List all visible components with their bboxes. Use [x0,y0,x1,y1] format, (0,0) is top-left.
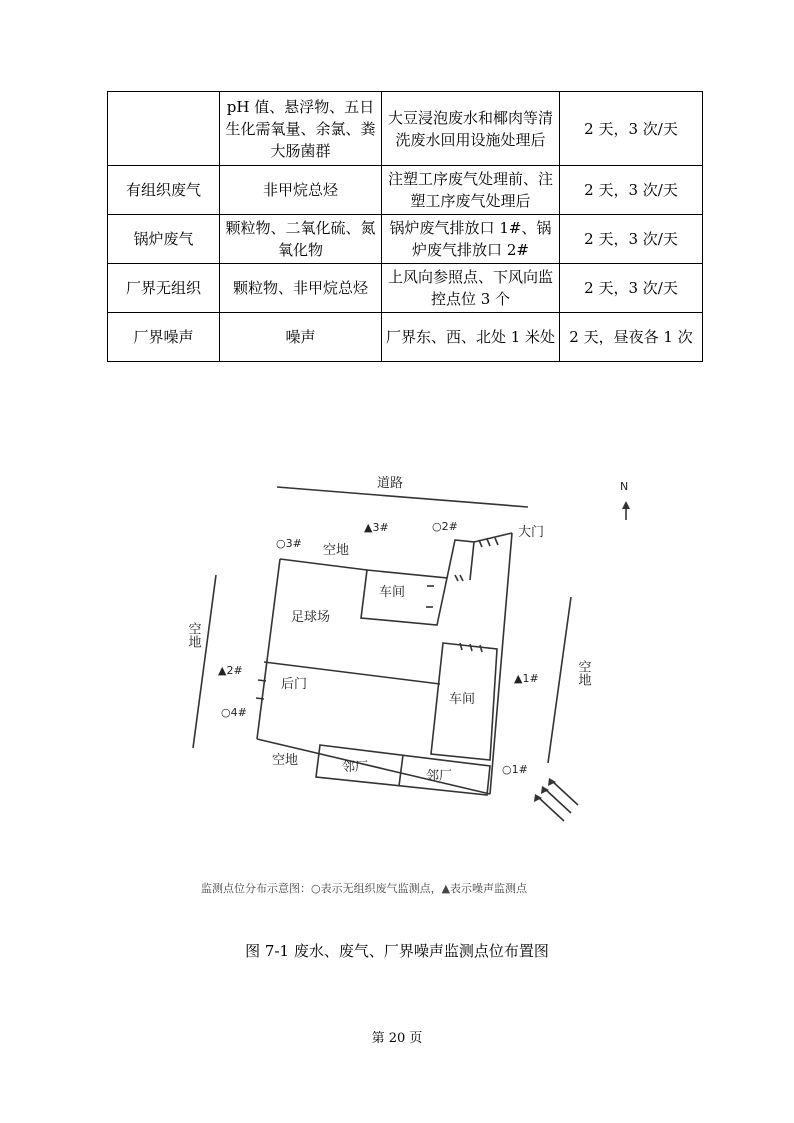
site-top-edge [280,559,367,570]
cell-frequency: 2 天，昼夜各 1 次 [560,313,703,362]
noise-point-3: ▲3# [364,521,389,534]
open-space-right-label: 空地 [575,660,591,686]
neighbor-divider [399,755,403,786]
cell-location: 注塑工序废气处理前、注塑工序废气处理后 [382,166,560,215]
site-right-edge [490,533,512,794]
wind-arrow-icon [538,797,564,821]
noise-point-1: ▲1# [514,672,539,685]
site-left-edge [257,559,280,739]
cell-type: 有组织废气 [108,166,220,215]
cell-items: 噪声 [220,313,382,362]
road-label: 道路 [377,476,404,491]
football-field-label: 足球场 [291,610,331,625]
cell-type: 厂界无组织 [108,264,220,313]
wind-arrow-icon [552,781,578,805]
cell-items: 颗粒物、二氧化硫、氮氧化物 [220,215,382,264]
gate-label: 大门 [518,525,545,540]
open-space-bottom-label: 空地 [272,753,299,768]
air-point-4: ○4# [221,706,247,719]
wind-arrow-icon [545,789,571,813]
cell-location: 厂界东、西、北处 1 米处 [382,313,560,362]
cell-location: 大豆浸泡废水和椰肉等清洗废水回用设施处理后 [382,92,560,166]
cell-type: 厂界噪声 [108,313,220,362]
open-space-left-label: 空地 [185,622,201,648]
map-legend: 监测点位分布示意图：○表示无组织废气监测点，▲表示噪声监测点 [201,882,528,895]
noise-point-2: ▲2# [218,664,243,677]
cell-frequency: 2 天，3 次/天 [560,92,703,166]
cell-frequency: 2 天，3 次/天 [560,215,703,264]
cell-location: 锅炉废气排放口 1#、锅炉废气排放口 2# [382,215,560,264]
left-boundary-line [193,575,216,748]
air-point-3: ○3# [276,537,302,550]
neighbor-factory-label: 邻厂 [426,769,453,784]
cell-location: 上风向参照点、下风向监控点位 3 个 [382,264,560,313]
air-point-2: ○2# [432,520,458,533]
page-number: 第 20 页 [371,1031,423,1046]
cell-items: 颗粒物、非甲烷总烃 [220,264,382,313]
workshop-right-label: 车间 [449,692,476,707]
right-boundary-line [548,597,571,763]
cell-items: pH 值、悬浮物、五日生化需氧量、余氯、粪大肠菌群 [220,92,382,166]
gate-block [447,540,474,580]
back-gate-label: 后门 [281,677,308,692]
open-space-top-label: 空地 [323,543,350,558]
cell-type: 锅炉废气 [108,215,220,264]
workshop-top-label: 车间 [379,585,406,600]
cell-items: 非甲烷总烃 [220,166,382,215]
air-point-1: ○1# [502,763,528,776]
cell-frequency: 2 天，3 次/天 [560,166,703,215]
cell-frequency: 2 天，3 次/天 [560,264,703,313]
north-label: N [620,480,629,493]
north-arrowhead-icon [622,501,630,509]
figure-caption: 图 7-1 废水、废气、厂界噪声监测点位布置图 [245,942,549,960]
neighbor-factory-label: 邻厂 [342,760,369,775]
